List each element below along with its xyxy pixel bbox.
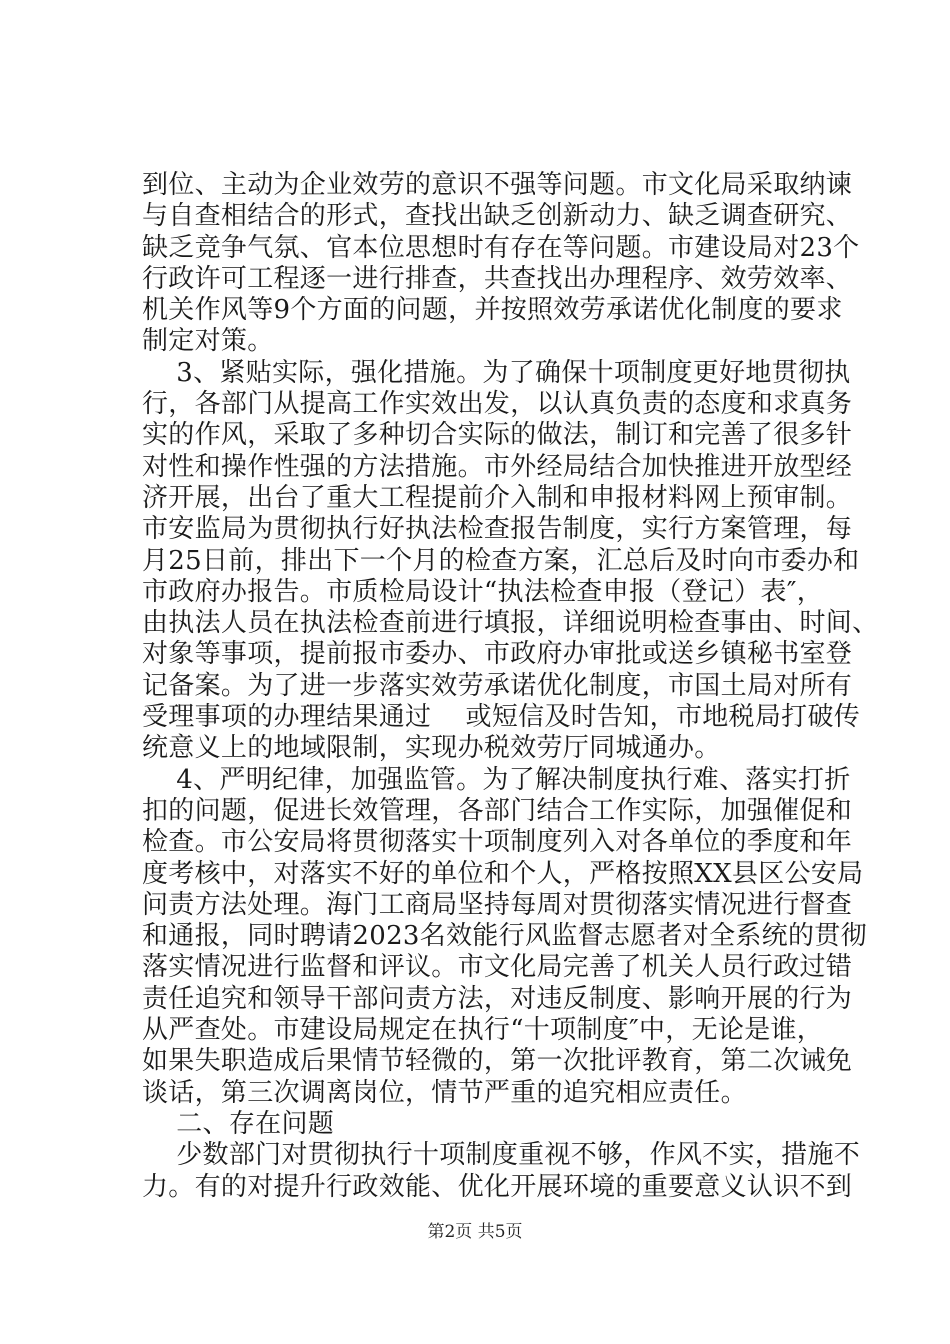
text-line: 检查。市公安局将贯彻落实十项制度列入对各单位的季度和年 <box>142 827 853 858</box>
text-line: 责任追究和领导干部问责方法，对违反制度、影响开展的行为 <box>142 983 853 1014</box>
text-line: 对性和操作性强的方法措施。市外经局结合加快推进开放型经 <box>142 451 853 482</box>
text-line: 月25日前，排出下一个月的检查方案，汇总后及时向市委办和 <box>142 545 860 576</box>
text-line: 问责方法处理。海门工商局坚持每周对贯彻落实情况进行督查 <box>142 889 853 920</box>
text-line: 对象等事项，提前报市委办、市政府办审批或送乡镇秘书室登 <box>142 639 853 670</box>
text-line: 度考核中，对落实不好的单位和个人，严格按照XX县区公安局 <box>142 858 864 889</box>
text-line: 谈话，第三次调离岗位，情节严重的追究相应责任。 <box>142 1077 747 1108</box>
text-line: 由执法人员在执法检查前进行填报，详细说明检查事由、时间、 <box>142 608 879 639</box>
text-line: 市安监局为贯彻执行好执法检查报告制度，实行方案管理，每 <box>142 514 853 545</box>
text-line: 市政府办报告。市质检局设计“执法检查申报（登记）表″， <box>142 576 824 607</box>
text-line: 4、严明纪律，加强监管。为了解决制度执行难、落实打折 <box>142 764 851 795</box>
text-line: 受理事项的办理结果通过 或短信及时告知，市地税局打破传 <box>142 702 861 733</box>
text-line: 力。有的对提升行政效能、优化开展环境的重要意义认识不到 <box>142 1171 853 1202</box>
text-line: 与自查相结合的形式，查找出缺乏创新动力、缺乏调查研究、 <box>142 201 853 232</box>
text-line: 机关作风等9个方面的问题，并按照效劳承诺优化制度的要求 <box>142 295 843 326</box>
document-body <box>142 170 879 1203</box>
text-line: 落实情况进行监督和评议。市文化局完善了机关人员行政过错 <box>142 952 853 983</box>
section-heading: 二、存在问题 <box>142 1108 335 1139</box>
text-line: 行政许可工程逐一进行排查，共查找出办理程序、效劳效率、 <box>142 263 853 294</box>
text-line: 从严查处。市建设局规定在执行“十项制度″中，无论是谁， <box>142 1015 824 1046</box>
text-line: 记备案。为了进一步落实效劳承诺优化制度，市国土局对所有 <box>142 670 853 701</box>
text-line: 济开展，出台了重大工程提前介入制和申报材料网上预审制。 <box>142 482 853 513</box>
text-line: 统意义上的地域限制，实现办税效劳厅同城通办。 <box>142 733 721 764</box>
text-line: 行，各部门从提高工作实效出发，以认真负责的态度和求真务 <box>142 389 853 420</box>
text-line: 扣的问题，促进长效管理，各部门结合工作实际，加强催促和 <box>142 795 853 826</box>
text-line: 少数部门对贯彻执行十项制度重视不够，作风不实，措施不 <box>142 1140 861 1171</box>
text-line: 制定对策。 <box>142 326 274 357</box>
text-line: 缺乏竞争气氛、官本位思想时有存在等问题。市建设局对23个 <box>142 232 860 263</box>
text-line: 3、紧贴实际，强化措施。为了确保十项制度更好地贯彻执 <box>142 357 851 388</box>
page-number-footer: 第2页 共5页 <box>427 1222 523 1242</box>
text-line: 到位、主动为企业效劳的意识不强等问题。市文化局采取纳谏 <box>142 170 853 200</box>
text-line: 和通报，同时聘请2023名效能行风监督志愿者对全系统的贯彻 <box>142 921 867 952</box>
text-line: 如果失职造成后果情节轻微的，第一次批评教育，第二次诫免 <box>142 1046 853 1077</box>
text-line: 实的作风，采取了多种切合实际的做法，制订和完善了很多针 <box>142 420 853 451</box>
